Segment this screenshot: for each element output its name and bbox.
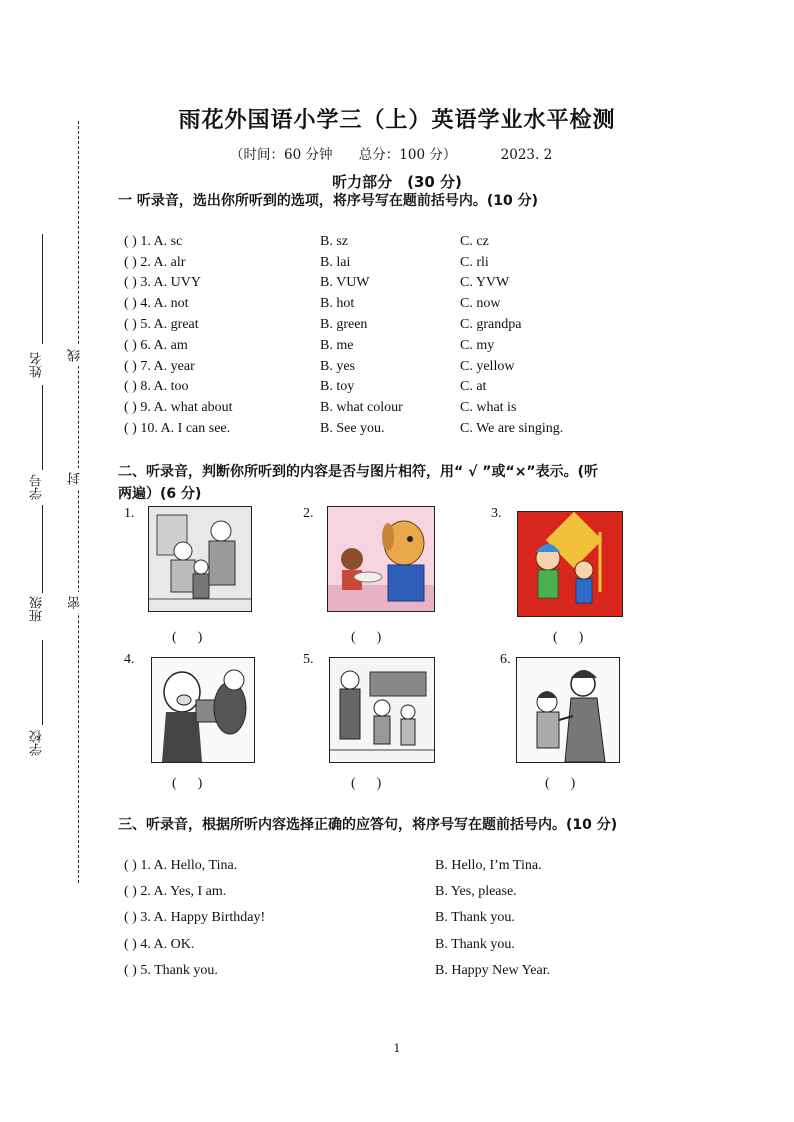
picture-3-answer-bracket[interactable]: ( ) [553,630,584,645]
part3-instruction: 三、听录音，根据所听内容选择正确的应答句，将序号写在题前括号内。(10 分) [118,817,618,833]
class-blank-line[interactable] [42,505,43,593]
picture-3-number: 3. [491,506,502,521]
picture-1-number: 1. [124,506,135,521]
part2-instruction: 二、听录音，判断你所听到的内容是否与图片相符，用“ √ ”或“×”表示。(听 两遍）(6 分) [118,464,599,502]
picture-5-family-outdoor-image [329,657,435,763]
picture-5-number: 5. [303,652,314,667]
picture-1-answer-bracket[interactable]: ( ) [172,630,203,645]
picture-4-number: 4. [124,652,135,667]
part1-instruction: 一 听录音，选出你所听到的选项，将序号写在题前括号内。(10 分) [118,193,539,209]
picture-2-number: 2. [303,506,314,521]
binding-xian-label: 线 [66,345,85,366]
picture-5-answer-bracket[interactable]: ( ) [351,776,382,791]
page-title: 雨花外国语小学三（上）英语学业水平检测 [178,108,616,133]
section-header: 听力部分 (30 分) [332,173,462,191]
picture-4-answer-bracket[interactable]: ( ) [172,776,203,791]
exam-date: 2023. 2 [500,147,553,163]
picture-3-new-year-image [517,511,623,617]
page-number: 1 [393,1042,401,1055]
student-number-blank-line[interactable] [42,385,43,470]
picture-2-answer-bracket[interactable]: ( ) [351,630,382,645]
picture-1-family-image [148,506,252,612]
picture-6-answer-bracket[interactable]: ( ) [545,776,576,791]
exam-score: 总分：100 分） [358,147,457,163]
exam-time: （时间：60 分钟 [230,147,333,163]
picture-6-number: 6. [500,652,511,667]
class-label: 班级 [30,596,45,622]
school-label: 学校 [30,730,45,756]
exam-info [230,143,574,163]
student-number-label: 学号 [30,474,45,500]
binding-feng-label: 封 [66,468,85,489]
picture-4-pig-gift-image [151,657,255,763]
picture-2-dog-image [327,506,435,612]
picture-6-mother-child-image [516,657,620,763]
binding-mi-label: 密 [66,592,85,613]
binding-dashed-line [78,121,79,883]
school-blank-line[interactable] [42,640,43,725]
name-blank-line[interactable] [42,234,43,344]
name-label: 姓名 [30,352,45,378]
